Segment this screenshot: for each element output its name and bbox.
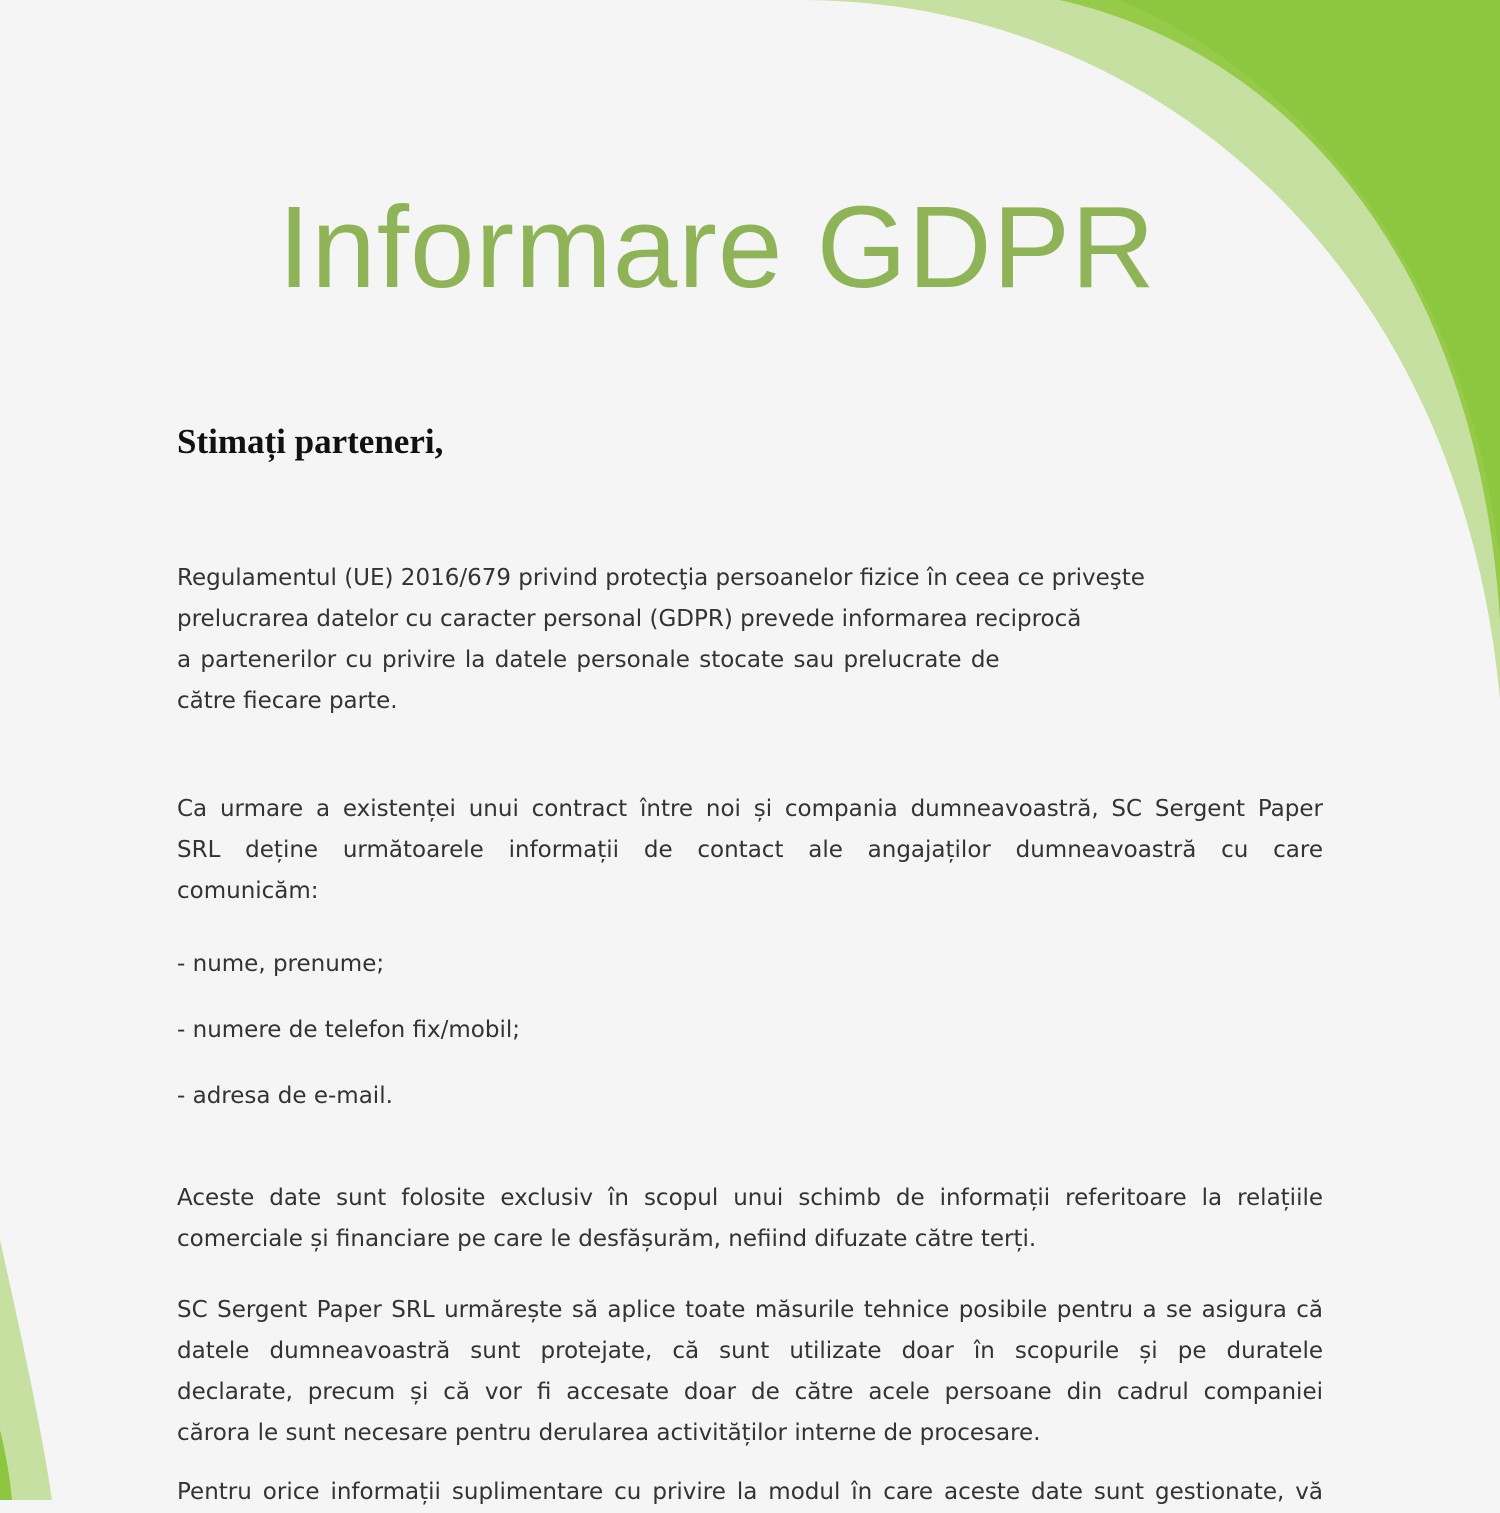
paragraph-usage [177,1178,1323,1260]
paragraph-more-info [177,1472,1323,1513]
text-line: către fiecare parte. [177,688,398,714]
list-item: - numere de telefon fix/mobil; [177,1017,521,1043]
list-item: - adresa de e-mail. [177,1083,393,1109]
text-line: Pentru orice informații suplimentare cu privire la modul în care aceste date sunt gestionate, vă [177,1479,1323,1505]
page-title: Informare GDPR [278,182,1156,312]
text-line: cărora le sunt necesare pentru derularea activităților interne de procesare. [177,1420,1041,1446]
text-line: datele dumneavoastră sunt protejate, că sunt utilizate doar în scopurile și pe duratele [177,1338,1323,1364]
text-line: a partenerilor cu privire la datele personale stocate sau prelucrate de [177,647,1000,673]
paragraph-regulation [177,558,1323,722]
text-line: SRL deține următoarele informații de contact ale angajaților dumneavoastră cu care [177,837,1323,863]
bottom-left-light-swoosh [0,1240,52,1500]
text-line: Regulamentul (UE) 2016/679 privind protecţia persoanelor fizice în ceea ce priveşte [177,565,1145,591]
text-line: SC Sergent Paper SRL urmărește să aplice toate măsurile tehnice posibile pentru a se asigura că [177,1297,1323,1323]
text-line: Aceste date sunt folosite exclusiv în scopul unui schimb de informații referitoare la relațiile [177,1185,1323,1211]
greeting: Stimați parteneri, [177,422,444,461]
text-line: comunicăm: [177,878,319,904]
text-line: Ca urmare a existenței unui contract între noi și compania dumneavoastră, SC Sergent Paper [177,796,1323,822]
paragraph-protection [177,1290,1323,1454]
list-item: - nume, prenume; [177,951,385,977]
text-line: declarate, precum și că vor fi accesate doar de către acele persoane din cadrul companiei [177,1379,1323,1405]
paragraph-contract [177,789,1323,912]
text-line: prelucrarea datelor cu caracter personal (GDPR) prevede informarea reciprocă [177,606,1082,632]
text-line: comerciale și financiare pe care le desfășurăm, nefiind difuzate către terți. [177,1226,1037,1252]
